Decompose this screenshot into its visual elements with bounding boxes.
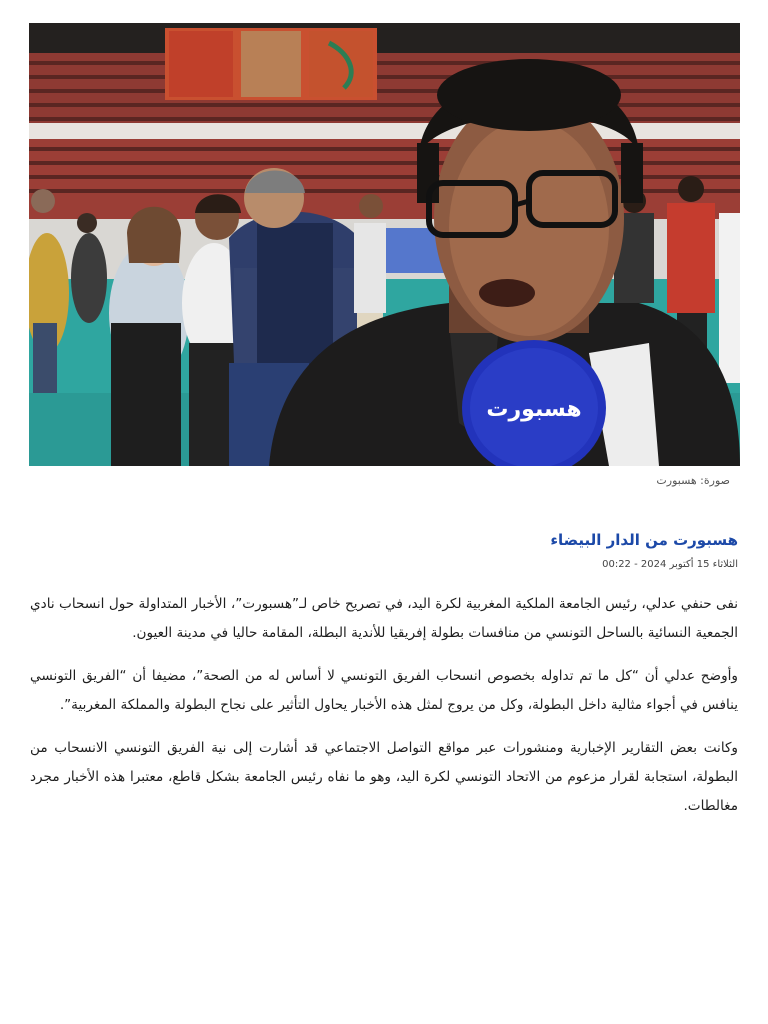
publish-date: الثلاثاء 15 أكتوبر 2024 - 00:22	[602, 559, 738, 570]
article-paragraph: وكانت بعض التقارير الإخبارية ومنشورات عبر مواقع التواصل الاجتماعي قد أشارت إلى نية الفريق التونسي الانسحاب من البطولة، استجابة لقرار مزعوم من الاتحاد التونسي لكرة اليد، وهو ما نفاه رئيس الجامعة بشكل قاطع، معتبرا هذه الأخبار مجرد مغالطات.	[30, 740, 738, 814]
photo-caption: صورة: هسبورت	[656, 474, 730, 487]
article-hero-photo	[29, 23, 740, 466]
article-paragraph: نفى حنفي عدلي، رئيس الجامعة الملكية المغربية لكرة اليد، في تصريح خاص لـ”هسبورت”، الأخبار المتداولة حول انسحاب نادي الجمعية النسائية بالساحل التونسي من منافسات بطولة إفريقيا للأندية البطلة، المقامة حاليا في مدينة العيون.	[30, 596, 738, 641]
microphone-logo-text: هسبورت	[486, 397, 582, 422]
author-byline[interactable]: هسبورت من الدار البيضاء	[550, 531, 738, 549]
article-body	[30, 590, 738, 835]
article-paragraph: وأوضح عدلي أن “كل ما تم تداوله بخصوص انسحاب الفريق التونسي لا أساس له من الصحة”، مضيفا أن “الفريق التونسي ينافس في أجواء مثالية داخل البطولة، وكل من يروج لمثل هذه الأخبار يحاول التأثير على نجاح البطولة والمملكة المغربية”.	[30, 668, 738, 713]
